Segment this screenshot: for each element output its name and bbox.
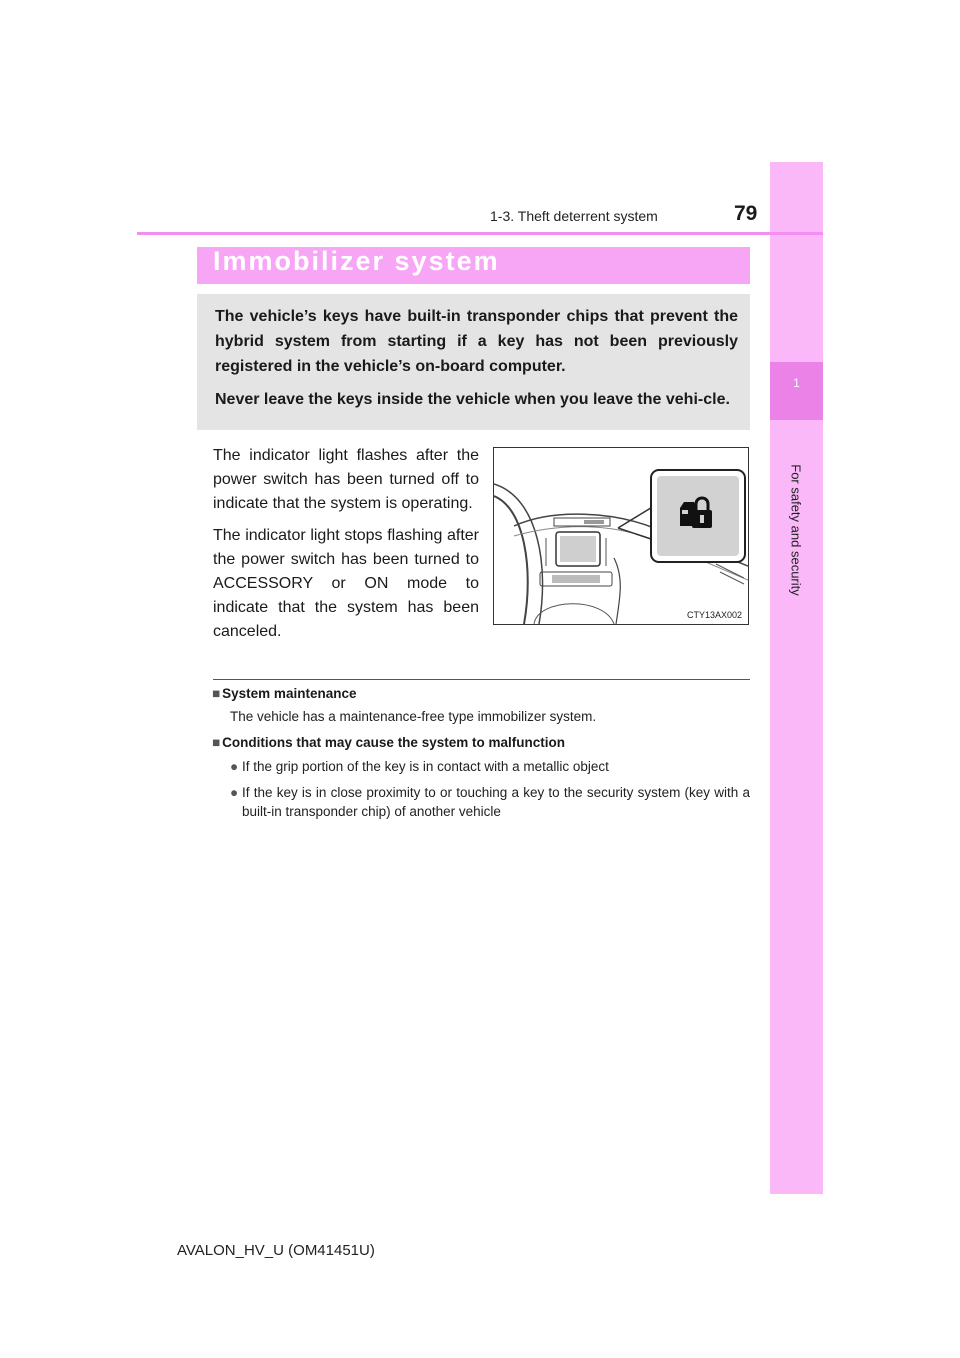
page-title: Immobilizer system [213, 246, 500, 276]
side-chapter-title: For safety and security [788, 464, 804, 596]
intro-paragraph: The vehicle’s keys have built-in transponder chips that prevent the hybrid system from starting if a key has not been previously registered in the vehicle’s on-board computer. [215, 308, 738, 375]
square-bullet-icon: ■ [212, 686, 221, 701]
circle-bullet-icon: ● [230, 759, 239, 774]
dashboard-illustration [493, 447, 749, 625]
list-item [230, 783, 750, 821]
note-heading-maintenance [212, 686, 356, 701]
body-text [213, 444, 479, 652]
square-bullet-icon: ■ [212, 735, 221, 750]
note-heading-text: Conditions that may cause the system to malfunction [222, 735, 565, 750]
section-header: 1-3. Theft deterrent system [490, 208, 658, 224]
note-text-maintenance: The vehicle has a maintenance-free type immobilizer system. [230, 709, 597, 724]
side-chapter-strip [770, 162, 823, 1194]
body-paragraph: The indicator light flashes after the power switch has been turned off to indicate that the system is operating. [213, 447, 479, 512]
immobilizer-lock-icon [680, 498, 712, 528]
section-divider [213, 679, 750, 680]
list-item [230, 757, 750, 776]
intro-box [197, 294, 750, 430]
illustration-code: CTY13AX002 [686, 610, 742, 620]
list-item-text: If the key is in close proximity to or touching a key to the security system (key with a built-in transponder chip) of another vehicle [242, 785, 750, 819]
side-chapter-tab [770, 362, 823, 420]
side-chapter-number: 1 [793, 376, 800, 390]
intro-paragraph: Never leave the keys inside the vehicle when you leave the vehi-cle. [215, 391, 730, 408]
page-number: 79 [734, 202, 758, 225]
note-heading-malfunction [212, 735, 565, 750]
dashboard-drawing [494, 448, 748, 624]
body-paragraph: The indicator light stops flashing after the power switch has been turned to ACCESSORY or ON mode to indicate that the system has been canceled. [213, 527, 479, 640]
circle-bullet-icon: ● [230, 785, 239, 800]
list-item-text: If the grip portion of the key is in contact with a metallic object [242, 759, 609, 774]
header-rule [137, 232, 823, 235]
footer-manual-code: AVALON_HV_U (OM41451U) [177, 1242, 375, 1259]
note-heading-text: System maintenance [222, 686, 357, 701]
